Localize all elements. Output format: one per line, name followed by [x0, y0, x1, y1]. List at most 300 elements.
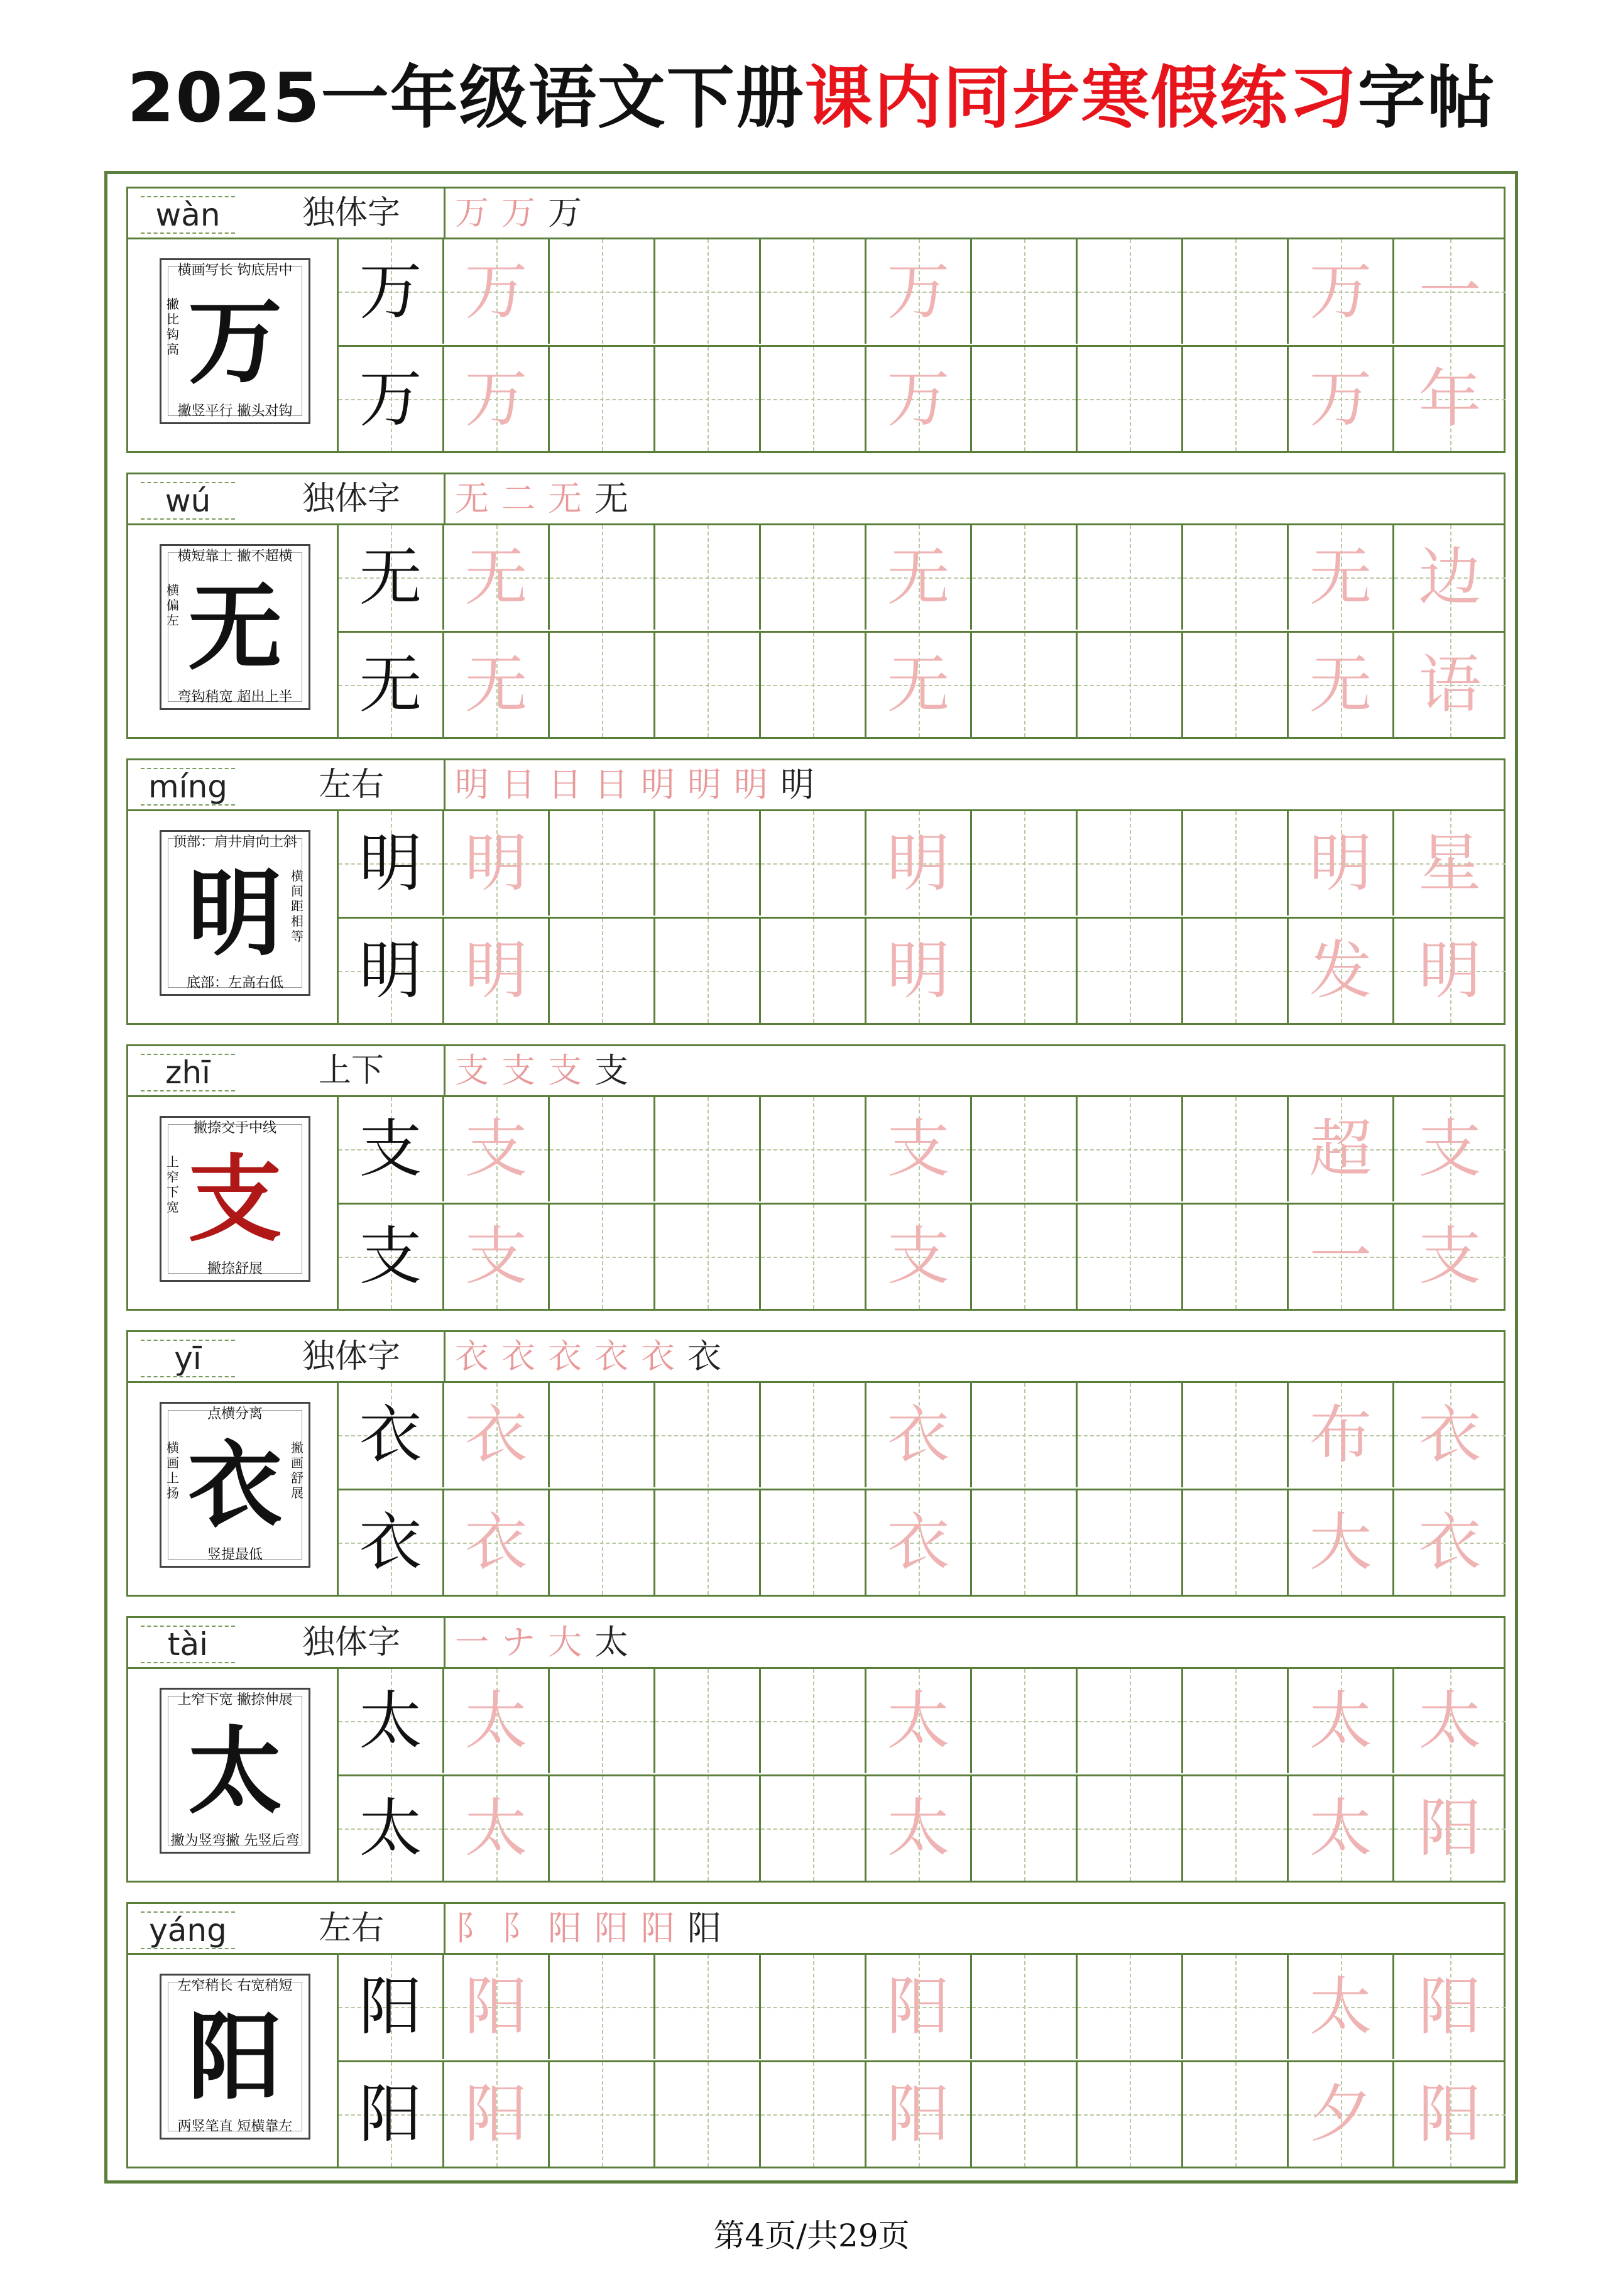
stroke-step: 支 [455, 1051, 493, 1090]
model-character: 无 [359, 648, 422, 721]
tianzige-cell [866, 1776, 972, 1881]
stroke-step: 明 [455, 765, 493, 804]
stroke-step: 衣 [641, 1337, 679, 1376]
guide-tip-bottom: 竖提最低 [207, 1547, 263, 1563]
tianzige-cell [1394, 239, 1506, 344]
guide-tip-left: 上窄下宽 [167, 1154, 179, 1215]
tianzige-cell [339, 1955, 444, 2059]
tianzige-cell [1183, 1669, 1289, 1773]
tianzige-cell [761, 1097, 866, 1201]
tianzige-cell [1289, 811, 1394, 916]
tianzige-cell [1078, 1669, 1183, 1773]
tianzige-cell [655, 347, 761, 451]
tianzige-cell [866, 1490, 972, 1595]
tianzige-cell [1078, 919, 1183, 1023]
pinyin-box [141, 1911, 235, 1949]
stroke-order-sequence [455, 1904, 1492, 1953]
tianzige-cell [761, 239, 866, 344]
stroke-step: 衣 [455, 1337, 493, 1376]
practice-row-2 [339, 2062, 1506, 2167]
tianzige-cell [761, 1669, 866, 1773]
trace-character: 太 [464, 1791, 528, 1865]
tianzige-cell [972, 2062, 1078, 2167]
tianzige-cell [1289, 1490, 1394, 1595]
structure-label: 左右 [318, 1910, 384, 1947]
trace-character: 衣 [1418, 1506, 1482, 1579]
tianzige-cell [972, 1383, 1078, 1487]
tianzige-cell [972, 1205, 1078, 1309]
tianzige-cell [339, 1776, 444, 1881]
guide-character: 太 [187, 1716, 282, 1827]
tianzige-cell [1394, 1383, 1506, 1487]
tianzige-cell [444, 1776, 550, 1881]
tianzige-cell [1289, 1205, 1394, 1309]
tianzige-cell [1183, 1205, 1289, 1309]
guide-tip-top: 上窄下宽 撇捺伸展 [177, 1692, 293, 1708]
tianzige-cell [1183, 1383, 1289, 1487]
pinyin-box [141, 482, 235, 520]
trace-character: 太 [887, 1684, 950, 1758]
tianzige-cell [972, 239, 1078, 344]
tianzige-cell [1183, 811, 1289, 916]
model-character: 明 [359, 826, 422, 900]
practice-body [126, 239, 1506, 453]
stroke-step: 无 [548, 479, 586, 518]
trace-character: 万 [1309, 362, 1372, 435]
tianzige-cell [1394, 633, 1506, 737]
stroke-step: 阳 [594, 1908, 632, 1948]
trace-character: 无 [887, 540, 950, 614]
guide-tip-left: 横画上扬 [167, 1440, 179, 1501]
tianzige-cell [866, 1955, 972, 2059]
stroke-order-sequence [455, 1046, 1492, 1095]
stroke-step: 阝 [455, 1908, 493, 1948]
practice-row-1 [339, 1955, 1506, 2059]
tianzige-cell [550, 1776, 655, 1881]
practice-body [126, 1669, 1506, 1883]
guide-tip-top: 横短靠上 撇不超横 [177, 549, 293, 564]
stroke-step: 无 [455, 479, 493, 518]
guide-tip-bottom: 弯钩稍宽 超出上半 [177, 689, 293, 705]
tianzige-cell [761, 525, 866, 630]
stroke-step: ナ [501, 1622, 539, 1662]
guide-tip-right: 横间距相等 [291, 868, 303, 944]
character-block-2 [126, 473, 1506, 739]
model-character: 无 [359, 540, 422, 614]
trace-character: 阳 [464, 1970, 528, 2043]
trace-character: 无 [887, 648, 950, 721]
guide-tip-left: 撇比钩高 [167, 297, 179, 357]
pinyin-label: wàn [155, 197, 221, 233]
structure-label: 独体字 [302, 194, 400, 232]
tianzige-cell [1078, 633, 1183, 737]
trace-character: 衣 [887, 1398, 950, 1472]
model-character: 支 [359, 1112, 422, 1186]
guide-character: 无 [187, 572, 282, 683]
page-number: 第4页/共29页 [713, 2217, 910, 2254]
tianzige-cell [1394, 1205, 1506, 1309]
stroke-step: 万 [501, 193, 539, 232]
tianzige-cell [1078, 1955, 1183, 2059]
tianzige-cell [655, 1669, 761, 1773]
trace-character: 星 [1418, 826, 1482, 900]
tianzige-cell [1394, 811, 1506, 916]
pinyin-box [141, 1054, 235, 1091]
character-block-5 [126, 1330, 1506, 1597]
tianzige-cell [444, 1955, 550, 2059]
tianzige-cell [761, 1955, 866, 2059]
trace-character: 万 [464, 362, 528, 435]
character-header [126, 473, 1506, 525]
tianzige-cell [655, 1205, 761, 1309]
tianzige-cell [866, 347, 972, 451]
tianzige-cell [339, 347, 444, 451]
tianzige-cell [1183, 1097, 1289, 1201]
practice-body [126, 811, 1506, 1025]
guide-character: 明 [187, 858, 282, 969]
tianzige-cell [761, 1383, 866, 1487]
guide-tip-bottom: 撇为竖弯撇 先竖后弯 [170, 1833, 300, 1849]
trace-character: 年 [1418, 362, 1482, 435]
tianzige-cell [444, 919, 550, 1023]
model-character: 万 [359, 254, 422, 328]
tianzige-cell [972, 633, 1078, 737]
tianzige-cell [1183, 2062, 1289, 2167]
tianzige-cell [866, 2062, 972, 2167]
tianzige-cell [1289, 919, 1394, 1023]
trace-character: 支 [887, 1112, 950, 1186]
trace-character: 万 [887, 362, 950, 435]
model-character: 太 [359, 1791, 422, 1865]
tianzige-cell [1078, 239, 1183, 344]
trace-character: 无 [464, 540, 528, 614]
tianzige-cell [761, 1776, 866, 1881]
trace-character: 支 [464, 1112, 528, 1186]
tianzige-cell [655, 2062, 761, 2167]
practice-body [126, 1955, 1506, 2168]
writing-guide-card [160, 1116, 310, 1282]
tianzige-cell [1183, 347, 1289, 451]
header-divider [444, 1904, 445, 1953]
model-character: 明 [359, 934, 422, 1007]
writing-guide-card [160, 1688, 310, 1854]
tianzige-cell [972, 1776, 1078, 1881]
tianzige-cell [339, 811, 444, 916]
tianzige-cell [1394, 347, 1506, 451]
practice-body [126, 1097, 1506, 1311]
pinyin-label: yáng [149, 1912, 227, 1949]
stroke-step: 明 [780, 765, 818, 804]
stroke-step: 万 [455, 193, 493, 232]
tianzige-cell [761, 633, 866, 737]
tianzige-cell [972, 811, 1078, 916]
tianzige-cell [866, 1097, 972, 1201]
tianzige-cell [1078, 347, 1183, 451]
writing-guide-card [160, 258, 310, 424]
tianzige-cell [550, 633, 655, 737]
trace-character: 支 [887, 1220, 950, 1293]
stroke-step: 太 [594, 1622, 632, 1662]
guide-character: 万 [187, 287, 282, 397]
trace-character: 无 [1309, 540, 1372, 614]
pinyin-label: yī [174, 1340, 202, 1377]
trace-character: 衣 [464, 1398, 528, 1472]
trace-character: 夕 [1309, 2077, 1372, 2151]
tianzige-cell [761, 347, 866, 451]
stroke-step: 支 [501, 1051, 539, 1090]
trace-character: 大 [1309, 1506, 1372, 1579]
practice-sheet-frame [104, 171, 1518, 2184]
trace-character: 无 [1309, 648, 1372, 721]
tianzige-cell [1394, 525, 1506, 630]
practice-body [126, 1383, 1506, 1597]
tianzige-cell [866, 1205, 972, 1309]
stroke-order-sequence [455, 189, 1492, 238]
practice-row-2 [339, 1776, 1506, 1881]
tianzige-cell [444, 1490, 550, 1595]
tianzige-cell [1183, 525, 1289, 630]
character-header [126, 1616, 1506, 1669]
trace-character: 超 [1309, 1112, 1372, 1186]
stroke-step: 阳 [641, 1908, 679, 1948]
title-part-2: 课内同步寒假练习 [804, 59, 1358, 138]
trace-character: 万 [464, 254, 528, 328]
tianzige-cell [866, 1383, 972, 1487]
stroke-step: 衣 [501, 1337, 539, 1376]
trace-character: 支 [464, 1220, 528, 1293]
pinyin-box [141, 196, 235, 234]
guide-character: 支 [187, 1144, 282, 1255]
tianzige-cell [339, 1669, 444, 1773]
pinyin-box [141, 1340, 235, 1377]
trace-character: 明 [1309, 826, 1372, 900]
practice-row-2 [339, 1490, 1506, 1595]
stroke-step: 支 [548, 1051, 586, 1090]
character-header [126, 187, 1506, 239]
trace-character: 明 [464, 934, 528, 1007]
tianzige-cell [866, 811, 972, 916]
tianzige-cell [550, 1490, 655, 1595]
trace-character: 支 [1418, 1112, 1482, 1186]
tianzige-cell [339, 1383, 444, 1487]
character-block-7 [126, 1902, 1506, 2168]
tianzige-cell [972, 1669, 1078, 1773]
stroke-step: 日 [548, 765, 586, 804]
trace-character: 衣 [1418, 1398, 1482, 1472]
model-character: 支 [359, 1220, 422, 1293]
structure-label: 独体字 [302, 1624, 400, 1661]
writing-guide-card [160, 830, 310, 996]
guide-tip-right: 撇画舒展 [291, 1440, 303, 1501]
tianzige-cell [444, 239, 550, 344]
stroke-step: 无 [594, 479, 632, 518]
trace-character: 阳 [464, 2077, 528, 2151]
tianzige-cell [1078, 1383, 1183, 1487]
stroke-order-sequence [455, 1618, 1492, 1667]
guide-tip-top: 左窄稍长 右宽稍短 [177, 1978, 293, 1994]
practice-row-2 [339, 633, 1506, 737]
model-character: 万 [359, 362, 422, 435]
character-block-4 [126, 1044, 1506, 1311]
guide-tip-top: 撇捺交于中线 [193, 1120, 276, 1136]
stroke-step: 明 [734, 765, 772, 804]
guide-tip-bottom: 撇竖平行 撇头对钩 [177, 403, 293, 419]
tianzige-cell [866, 239, 972, 344]
trace-character: 太 [887, 1791, 950, 1865]
trace-character: 一 [1418, 254, 1482, 328]
title-part-3: 字帖 [1357, 59, 1496, 138]
tianzige-cell [444, 633, 550, 737]
practice-row-2 [339, 919, 1506, 1023]
tianzige-cell [1078, 1776, 1183, 1881]
stroke-step: 支 [594, 1051, 632, 1090]
stroke-order-sequence [455, 1332, 1492, 1381]
practice-row-1 [339, 525, 1506, 630]
tianzige-cell [339, 239, 444, 344]
guide-tip-bottom: 两竖笔直 短横靠左 [177, 2119, 293, 2135]
stroke-order-sequence [455, 474, 1492, 523]
tianzige-cell [761, 2062, 866, 2167]
trace-character: 一 [1309, 1220, 1372, 1293]
tianzige-cell [866, 919, 972, 1023]
tianzige-cell [1078, 1205, 1183, 1309]
tianzige-cell [550, 919, 655, 1023]
tianzige-cell [550, 811, 655, 916]
guide-character: 阳 [187, 2002, 282, 2113]
trace-character: 太 [464, 1684, 528, 1758]
model-character: 衣 [359, 1398, 422, 1472]
stroke-step: 阳 [548, 1908, 586, 1948]
tianzige-cell [550, 2062, 655, 2167]
guide-tip-top: 横画写长 钩底居中 [177, 263, 293, 278]
practice-row-1 [339, 239, 1506, 344]
tianzige-cell [655, 1955, 761, 2059]
tianzige-cell [1078, 525, 1183, 630]
stroke-step: 衣 [594, 1337, 632, 1376]
model-character: 衣 [359, 1506, 422, 1579]
header-divider [444, 760, 445, 809]
practice-row-1 [339, 1383, 1506, 1487]
tianzige-cell [1183, 1955, 1289, 2059]
trace-character: 支 [1418, 1220, 1482, 1293]
tianzige-cell [444, 525, 550, 630]
tianzige-cell [972, 525, 1078, 630]
header-divider [444, 189, 445, 238]
character-block-6 [126, 1616, 1506, 1883]
guide-tip-top: 顶部：肩井肩向上斜 [172, 834, 297, 850]
character-block-1 [126, 187, 1506, 453]
model-character: 太 [359, 1684, 422, 1758]
tianzige-cell [1394, 1669, 1506, 1773]
guide-tip-bottom: 撇捺舒展 [207, 1261, 263, 1277]
trace-character: 明 [464, 826, 528, 900]
tianzige-cell [655, 1383, 761, 1487]
trace-character: 明 [887, 934, 950, 1007]
structure-label: 上下 [318, 1052, 384, 1090]
stroke-step: 一 [455, 1622, 493, 1662]
tianzige-cell [1183, 1490, 1289, 1595]
guide-tip-top: 点横分离 [207, 1406, 263, 1422]
character-block-3 [126, 758, 1506, 1025]
guide-tip-bottom: 底部：左高右低 [186, 975, 283, 991]
pinyin-label: míng [148, 768, 228, 805]
tianzige-cell [866, 1669, 972, 1773]
tianzige-cell [655, 239, 761, 344]
tianzige-cell [550, 1669, 655, 1773]
trace-character: 阳 [887, 2077, 950, 2151]
trace-character: 语 [1418, 648, 1482, 721]
tianzige-cell [1394, 2062, 1506, 2167]
tianzige-cell [1183, 1776, 1289, 1881]
tianzige-cell [972, 347, 1078, 451]
trace-character: 太 [1309, 1791, 1372, 1865]
tianzige-cell [339, 2062, 444, 2167]
tianzige-cell [1289, 1955, 1394, 2059]
practice-row-1 [339, 811, 1506, 916]
tianzige-cell [1289, 1097, 1394, 1201]
tianzige-cell [444, 1205, 550, 1309]
tianzige-cell [550, 1955, 655, 2059]
tianzige-cell [1289, 239, 1394, 344]
tianzige-cell [655, 1097, 761, 1201]
tianzige-cell [972, 1097, 1078, 1201]
tianzige-cell [550, 1097, 655, 1201]
stroke-step: 阳 [687, 1908, 725, 1948]
tianzige-cell [1289, 525, 1394, 630]
practice-row-2 [339, 347, 1506, 451]
structure-label: 独体字 [302, 1338, 400, 1375]
tianzige-cell [339, 1205, 444, 1309]
tianzige-cell [972, 1955, 1078, 2059]
character-header [126, 1902, 1506, 1955]
stroke-step: 衣 [687, 1337, 725, 1376]
tianzige-cell [1289, 347, 1394, 451]
writing-guide-card [160, 1402, 310, 1568]
pinyin-box [141, 768, 235, 806]
tianzige-cell [866, 633, 972, 737]
tianzige-cell [1394, 1776, 1506, 1881]
character-header [126, 1044, 1506, 1097]
practice-body [126, 525, 1506, 739]
header-divider [444, 1618, 445, 1667]
tianzige-cell [444, 1383, 550, 1487]
tianzige-cell [1289, 633, 1394, 737]
header-divider [444, 474, 445, 523]
tianzige-cell [1183, 633, 1289, 737]
stroke-step: 衣 [548, 1337, 586, 1376]
stroke-order-sequence [455, 760, 1492, 809]
tianzige-cell [339, 633, 444, 737]
trace-character: 衣 [887, 1506, 950, 1579]
tianzige-cell [550, 239, 655, 344]
tianzige-cell [866, 525, 972, 630]
trace-character: 布 [1309, 1398, 1372, 1472]
structure-label: 左右 [318, 766, 384, 804]
model-character: 阳 [359, 1970, 422, 2043]
stroke-step: 万 [548, 193, 586, 232]
tianzige-cell [1078, 811, 1183, 916]
tianzige-cell [550, 1383, 655, 1487]
tianzige-cell [655, 1490, 761, 1595]
tianzige-cell [1078, 1097, 1183, 1201]
tianzige-cell [1183, 239, 1289, 344]
tianzige-cell [1078, 2062, 1183, 2167]
tianzige-cell [550, 1205, 655, 1309]
tianzige-cell [1078, 1490, 1183, 1595]
trace-character: 衣 [464, 1506, 528, 1579]
tianzige-cell [1394, 919, 1506, 1023]
tianzige-cell [655, 525, 761, 630]
